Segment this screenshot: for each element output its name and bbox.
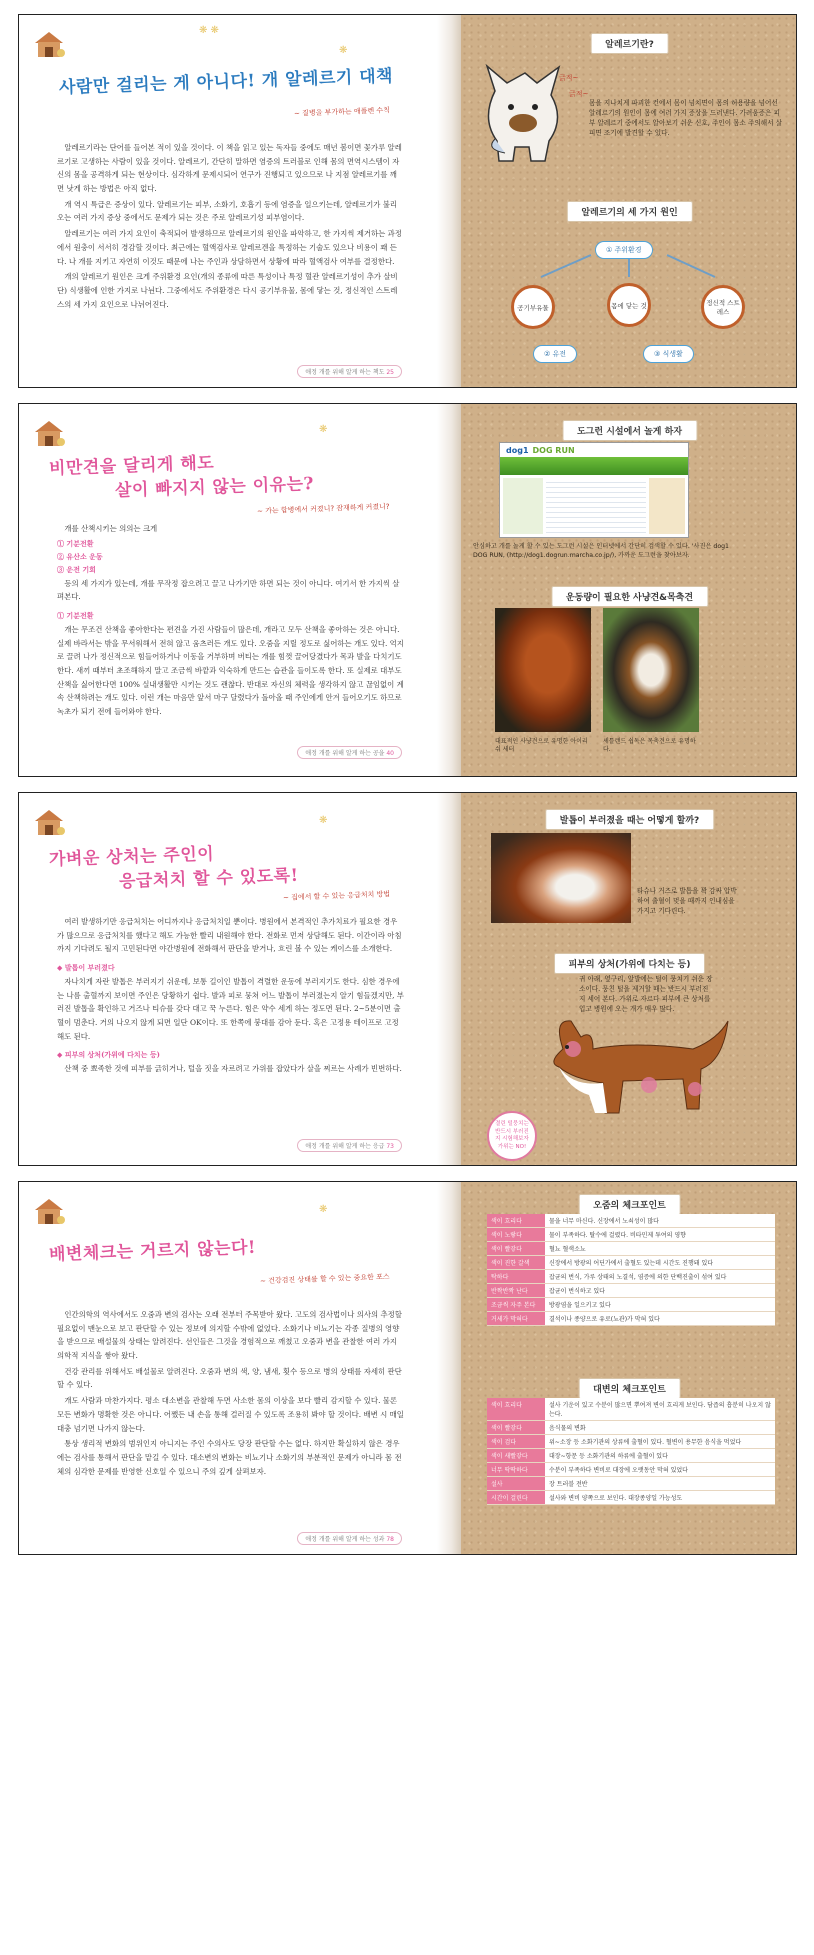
right-page bbox=[461, 1182, 797, 1554]
section-heading: ◆ 피부의 상처(가위에 다치는 등) bbox=[57, 1050, 160, 1060]
checkpoint-cause: 결석이나 종양으로 유로(뇨관)가 막혀 있다 bbox=[545, 1312, 775, 1326]
table-row bbox=[487, 1421, 775, 1435]
page-number: 25 bbox=[386, 369, 394, 376]
paragraph: 개를 산책시키는 의의는 크게 bbox=[64, 524, 158, 533]
paragraph: 건강 관리를 위해서도 배설물로 알려진다. 오줌과 변의 색, 양, 냄새, 횟수 등으로 병의 상태를 자세히 판단할 수 있다. bbox=[57, 1366, 402, 1390]
table-row bbox=[487, 1256, 775, 1270]
checkpoint-cause: 설사 기운이 있고 수분이 많으면 뿌여져 변이 흐리게 보인다. 담즙의 흡분히 나오지 않는다. bbox=[545, 1398, 775, 1421]
dog-warning-note: 결린 털뭉치는 반드시 부러진지 시험해보자 가위는 NO! bbox=[487, 1111, 537, 1161]
urine-checkpoint-table bbox=[487, 1214, 775, 1326]
paragraph: 여러 발생하기만 응급처치는 어디까지나 응급처치일 뿐이다. 병원에서 본격적인 추가치료가 필요한 경우가 많으므로 응급처치를 했다고 해도 가능한 빨리 내원해야 한다. 전화로 먼저 상담해도 된다. 이간이라 아침까지 기다려도 될지 고민된다면 야간병원에 전화해서 판단을 받거나, 흐린 볼 수 있는 케이스를 소개한다. bbox=[57, 917, 402, 954]
page-footer bbox=[297, 1139, 402, 1152]
paw-icon: ❋ ❋ bbox=[199, 25, 219, 36]
table-row bbox=[487, 1214, 775, 1228]
page-title-line1: 비만견을 달리게 해도 bbox=[48, 453, 215, 479]
page-footer bbox=[297, 365, 402, 378]
allergy-description: 몸을 지나치게 파괴한 컨에서 몸이 넘치면이 몸의 허용량을 넘어선 알레르기의 원인이 몸에 여러 가지 증상을 드러낸다. 가려움증은 피부 알레르기 중에서도 알아보기 쉬운 신호, 주인이 몸소 주의해서 살피면 조기에 발견할 수 있다. bbox=[589, 99, 782, 137]
left-page bbox=[19, 404, 460, 776]
section-banner: 피부의 상처(가위에 다치는 등) bbox=[554, 953, 706, 974]
table-row bbox=[487, 1477, 775, 1491]
section-banner: 알레르기의 세 가지 원인 bbox=[566, 201, 692, 222]
section-banner: 운동량이 필요한 사냥견&목축견 bbox=[551, 586, 708, 607]
page-gutter bbox=[437, 15, 461, 387]
table-row bbox=[487, 1284, 775, 1298]
spread-bowel-check bbox=[18, 1181, 797, 1555]
point-item: ② 유산소 운동 bbox=[57, 551, 103, 561]
checkpoint-symptom: 색이 진한 갈색 bbox=[487, 1256, 545, 1270]
paragraph: 인간의학의 역사에서도 오줌과 변의 검사는 오래 전부터 주목받아 왔다. 고도의 검사법이나 의사의 추정할 필요없이 맨눈으로 보고 판단할 수 있는 정보에 의지할 수밖에 없었다. 소화기나 비뇨기는 각종 질병의 영향을 받으므로 배설물의 상태는 알려진다. 선인들은 그것을 경험적으로 깨쳤고 오줌과 변을 관찰한 여러 가지 의학적 지식을 쌓아 왔다. bbox=[57, 1310, 402, 1361]
page-title-line2: 살이 빠지지 않는 이유는? bbox=[114, 474, 315, 501]
checkpoint-cause: 장 트러블 전반 bbox=[545, 1477, 775, 1491]
checkpoint-cause: 잡균의 번식, 가루 상태의 노결석, 염증에 의한 단백진출이 섞여 있다 bbox=[545, 1270, 775, 1284]
point-item: ③ 운전 기회 bbox=[57, 564, 96, 574]
table-row bbox=[487, 1228, 775, 1242]
irish-setter-photo bbox=[495, 608, 591, 732]
page-gutter bbox=[437, 793, 461, 1165]
footer-text: 애정 개를 위해 알게 하는 성과 bbox=[305, 1536, 385, 1543]
checkpoint-cause: 물이 부족하다. 탈수에 걸렸다. 비타민제 투여의 영향 bbox=[545, 1228, 775, 1242]
checkpoint-cause: 설사와 변비 양쪽으로 보인다. 대장종양일 가능성도 bbox=[545, 1491, 775, 1505]
paragraph: 개의 알레르기 원인은 크게 주위환경 요인(개의 종류에 따른 특성이나 특정 혈관 알레르기성이 추가 살비 단) 식생활에 인한 가지로 나뉜다. 그중에서도 주위환경은 다시 공기부유물, 몸에 닿는 것, 정신적인 스트레스의 세 가지 요인으로 나뉘어진다. bbox=[57, 272, 398, 309]
table-row bbox=[487, 1242, 775, 1256]
body-text bbox=[57, 1308, 404, 1480]
section-banner: 발톱이 부러졌을 때는 어떻게 할까? bbox=[545, 809, 714, 830]
cause-other: ② 유전 bbox=[533, 345, 577, 363]
itch-sound: 긁적~ bbox=[569, 90, 589, 98]
paragraph: 개는 무조건 산책을 좋아한다는 편견을 가진 사람들이 많은데, 개라고 모두 산책을 좋아하는 것은 아니다. 실제 바라서는 밖을 무서워해서 전혀 않고 움츠러든 개도 있다. 오줌을 지릴 정도로 싫어하는 개도 있다. 억지로 끌려 나가 정신적으로 힘들어하거나 이동을 거부하며 버티는 개를 힘껏 끌어당겼다가 목과 발을 다치기도 한다. 새끼 때부터 초조해하지 말고 조금씩 바깥과 익숙하게 만드는 습관을 들이도록 한다. 또 실제로 대부도 산책을 싫어한다면 100% 실내생활만 시키는 것도 괜찮다. 반대로 자신의 체력을 생각하지 않고 끊임없이 계속 산책하려는 개도 있다. 이런 개는 마음만 앞서 마구 달렸다가 돌아올 때 주인에게 안겨 들어오기도 하므로 녹초가 되기 전에 들어와야 한다. bbox=[57, 624, 404, 716]
checkpoint-cause: 물을 너무 마신다. 신장에서 노쇠성이 많다 bbox=[545, 1214, 775, 1228]
page-title: 사람만 걸리는 게 아니다! 개 알레르기 대책 bbox=[58, 66, 394, 98]
cause-sub: 공기부유물 bbox=[511, 285, 555, 329]
cause-sub: 정신적 스트레스 bbox=[701, 285, 745, 329]
page-gutter bbox=[437, 1182, 461, 1554]
paragraph: 통상 생리적 변화의 범위인지 아니지는 주인 수의사도 당장 판단할 수는 없다. 하지만 확실하지 않은 경우에는 검사를 통해서 판단을 맡길 수 있다. 대소변의 변화는 비뇨기나 소화기의 부분적인 문제가 아니라 몸 전체의 심각한 문제를 반영한 신호일 수 있으니 주의 깊게 살펴보자. bbox=[57, 1439, 402, 1476]
page-subtitle: ~ 가는 합병에서 커졌니? 잠재하게 커졌니? bbox=[257, 502, 391, 516]
page-title: 배변체크는 거르지 않는다! bbox=[48, 1237, 257, 1265]
dogrun-website-screenshot bbox=[499, 442, 689, 538]
dog-house-icon bbox=[31, 807, 67, 837]
table-row bbox=[487, 1270, 775, 1284]
dog-house-icon bbox=[31, 1196, 67, 1226]
section-heading: ◆ 발톱이 부러졌다 bbox=[57, 963, 115, 973]
page-title-line2: 응급처치 할 수 있도록! bbox=[118, 865, 299, 892]
stool-checkpoint-table bbox=[487, 1398, 775, 1505]
page-footer bbox=[297, 1532, 402, 1545]
checkpoint-cause: 방광염을 일으키고 있다 bbox=[545, 1298, 775, 1312]
paw-icon: ❋ bbox=[339, 45, 348, 56]
checkpoint-symptom: 색이 노랗다 bbox=[487, 1228, 545, 1242]
section-banner: 알레르기란? bbox=[590, 33, 669, 54]
page-number: 40 bbox=[386, 750, 394, 757]
checkpoint-symptom: 설사 bbox=[487, 1477, 545, 1491]
paragraph: 알레르기는 여러 가지 요인이 축적되어 발생하므로 알레르기의 원인을 파악하고, 한 가지씩 제거하는 과정에서 원충이 서서히 경감할 것이다. 최근에는 혈액검사로 알레르겐을 특정하는 기술도 있으나 비용이 꽤 든다. 나 개를 지키고 자연히 이것도 때문에 나는 주인과 상담하면서 상황에 따라 혈액검사 여부를 결정한다. bbox=[57, 229, 402, 266]
page-number: 78 bbox=[386, 1536, 394, 1543]
cause-main: ① 주위환경 bbox=[595, 241, 653, 259]
paw-icon: ❋ bbox=[319, 1204, 328, 1215]
footer-text: 애정 개를 위해 알게 하는 책도 bbox=[305, 369, 385, 376]
point-item: ① 기분전환 bbox=[57, 538, 94, 548]
body-text bbox=[57, 915, 404, 1078]
right-page bbox=[461, 15, 797, 387]
spread-allergy bbox=[18, 14, 797, 388]
table-row bbox=[487, 1491, 775, 1505]
body-text bbox=[57, 522, 404, 721]
table-row bbox=[487, 1463, 775, 1477]
checkpoint-cause: 대장~항문 등 소화기관의 하류에 출혈이 있다 bbox=[545, 1449, 775, 1463]
table-row bbox=[487, 1449, 775, 1463]
section-heading: ① 기분전환 bbox=[57, 610, 94, 620]
right-page bbox=[461, 793, 797, 1165]
checkpoint-cause: 위~소장 등 소화기관의 상류에 출혈이 있다. 혈변이 용무한 음식을 먹었다 bbox=[545, 1435, 775, 1449]
right-page bbox=[461, 404, 797, 776]
paragraph: 알레르기라는 단어를 들어본 적이 있을 것이다. 이 책을 읽고 있는 독자들 중에도 매년 봄이면 꽃가루 알레르기로 고생하는 사람이 있을 것이다. 알레르기, 간단히 말하면 염증의 트러블로 인해 몸의 면역시스템이 자신의 몸을 공격하게 되는 현상이다. 심각하게 문제시되어 연구가 진행되고 있으므로 나 지점 알레르기를 깨면 낫게 하는 방법은 아직 없다. bbox=[57, 143, 402, 194]
body-text bbox=[57, 141, 404, 313]
site-logo: dog1 bbox=[506, 445, 529, 455]
photo-caption: 셰틀랜드 쉽독은 목축견으로 유명하다. bbox=[603, 738, 696, 754]
paragraph: 개도 사람과 마찬가지다. 평소 대소변을 관찰해 두면 사소한 몸의 이상을 보다 빨리 감지할 수 있다. 물론 모든 변화가 명확한 것은 아니다. 어쨌든 내 손을 통해 걸러질 수 있도록 조용히 봐야 할 것이다. 배변 시 매일 대충 넘기면 나가지 않는다. bbox=[57, 1396, 404, 1433]
paragraph: 개 역시 특급은 증상이 있다. 알레르기는 피부, 소화기, 호흡기 등에 염증을 일으키는데, 알레르기가 불리오는 여러 가지 증상 중에서도 문제가 되는 것은 주로 알레르기성 피부염이다. bbox=[57, 199, 398, 223]
checkpoint-symptom: 색이 흐리다 bbox=[487, 1214, 545, 1228]
checkpoint-symptom: 반짝반짝 난다 bbox=[487, 1284, 545, 1298]
dogrun-description: 안심하고 개를 놀게 할 수 있는 도그런 시설은 인터넷에서 간단히 검색할 수 있다. '사진은 dog1 DOG RUN, (http://dog1.dogrun.marcha.co.jp/), 가까운 도그런을 찾아보자. bbox=[473, 543, 729, 560]
table-row bbox=[487, 1312, 775, 1326]
page-number: 73 bbox=[386, 1143, 394, 1150]
checkpoint-symptom: 색이 빨갛다 bbox=[487, 1242, 545, 1256]
table-row bbox=[487, 1298, 775, 1312]
cause-sub: 몸에 닿는 것 bbox=[607, 283, 651, 327]
sheltie-photo bbox=[603, 608, 699, 732]
paragraph: 자나치게 자란 발톱은 부러지기 쉬운데, 보통 길이인 발톱이 격렬한 운동에 부러지기도 한다. 심한 경우에는 나름 출혈까지 보이면 주인은 당황하기 쉽다. 발과 피로 뭉쳐 어느 발톱이 부러졌는지 알기 힘들겠지만, 부러진 발톱을 확인하고 거즈나 티슈를 갖다 대고 꾹 누른다. 힘은 약수 세게 하는 정도면 된다. 2~5분이면 출혈이 멈춘다. 거의 나오지 않게 되면 일단 OK이다. 또 한쪽에 붕대를 감아 둔다. 혹은 고정용 테이프로 고정해도 된다. bbox=[57, 977, 404, 1041]
skin-instructions: 귀 아래, 옆구리, 앞발에는 털이 뭉치기 쉬운 장소이다. 뭉친 털을 제거할 때는 반드시 부러진지 세어 본다. 가위로 자르다 피부에 큰 상처를 입고 병원에 오는 개가 매우 많다. bbox=[579, 975, 713, 1013]
itch-sound: 긁적~ bbox=[559, 74, 579, 82]
page-gutter bbox=[437, 404, 461, 776]
dog-house-icon bbox=[31, 29, 67, 59]
nail-instructions: 타슈나 거즈로 발톱을 꽉 감싸 압박하여 출혈이 멎을 때까지 인내심을 가지고 기다린다. bbox=[637, 887, 737, 915]
paw-icon: ❋ bbox=[319, 815, 328, 826]
section-banner: 도그런 시설에서 놀게 하자 bbox=[562, 420, 697, 441]
spread-first-aid bbox=[18, 792, 797, 1166]
page-title-line1: 가벼운 상처는 주인이 bbox=[48, 844, 215, 870]
left-page bbox=[19, 15, 460, 387]
footer-text: 애정 개를 위해 알게 하는 응급 bbox=[305, 1143, 385, 1150]
table-row bbox=[487, 1435, 775, 1449]
checkpoint-symptom: 너무 딱딱하다 bbox=[487, 1463, 545, 1477]
checkpoint-symptom: 조금씩 자주 본다 bbox=[487, 1298, 545, 1312]
checkpoint-cause: 혈뇨 혈색소뇨 bbox=[545, 1242, 775, 1256]
checkpoint-cause: 잡균이 번식하고 있다 bbox=[545, 1284, 775, 1298]
checkpoint-symptom: 탁하다 bbox=[487, 1270, 545, 1284]
spread-obesity bbox=[18, 403, 797, 777]
checkpoint-cause: 수분이 부족하다 변비로 대장에 오랫동안 막혀 있었다 bbox=[545, 1463, 775, 1477]
page-footer bbox=[297, 746, 402, 759]
checkpoint-symptom: 시간이 걸린다 bbox=[487, 1491, 545, 1505]
cause-other: ③ 식생활 bbox=[643, 345, 694, 363]
paragraph: 등의 세 가지가 있는데, 개를 무작정 잡으려고 끌고 나가기만 하면 되는 것이 아니다. 여기서 한 가지씩 살펴본다. bbox=[57, 578, 400, 602]
site-name: DOG RUN bbox=[532, 445, 575, 455]
checkpoint-symptom: 색이 새빨갛다 bbox=[487, 1449, 545, 1463]
table-row bbox=[487, 1398, 775, 1421]
checkpoint-cause: 음식물의 변화 bbox=[545, 1421, 775, 1435]
checkpoint-cause: 신장에서 방광의 어딘가에서 출혈도 있는데 시간도 진행돼 있다 bbox=[545, 1256, 775, 1270]
paragraph: 산책 중 뾰족한 것에 피부를 긁히거나, 털을 짓을 자르려고 가위를 잡았다가 살을 찌르는 사례가 빈번하다. bbox=[64, 1064, 402, 1074]
paw-icon: ❋ bbox=[319, 424, 328, 435]
checkpoint-symptom: 색이 흐리다 bbox=[487, 1398, 545, 1421]
left-page bbox=[19, 793, 460, 1165]
footer-text: 애정 개를 위해 알게 하는 공을 bbox=[305, 750, 385, 757]
section-banner: 대변의 체크포인트 bbox=[578, 1378, 681, 1399]
page-subtitle: ~ 질병을 부가하는 애플렌 수칙 bbox=[293, 106, 391, 118]
corgi-illustration bbox=[523, 1009, 733, 1129]
left-page bbox=[19, 1182, 460, 1554]
checkpoint-symptom: 색이 빨갛다 bbox=[487, 1421, 545, 1435]
photo-caption: 대표적인 사냥견으로 유명한 아이리쉬 세터 bbox=[495, 738, 588, 754]
section-banner: 오줌의 체크포인트 bbox=[578, 1194, 681, 1215]
dog-house-icon bbox=[31, 418, 67, 448]
checkpoint-symptom: 거세가 막혀다 bbox=[487, 1312, 545, 1326]
page-subtitle: ~ 집에서 할 수 있는 응급처치 방법 bbox=[282, 890, 391, 902]
cause-arrows bbox=[461, 15, 797, 388]
nail-treatment-photo bbox=[491, 833, 631, 923]
page-subtitle: ~ 건강검진 상태를 할 수 있는 중요한 포스 bbox=[260, 1272, 391, 1286]
checkpoint-symptom: 색이 검다 bbox=[487, 1435, 545, 1449]
